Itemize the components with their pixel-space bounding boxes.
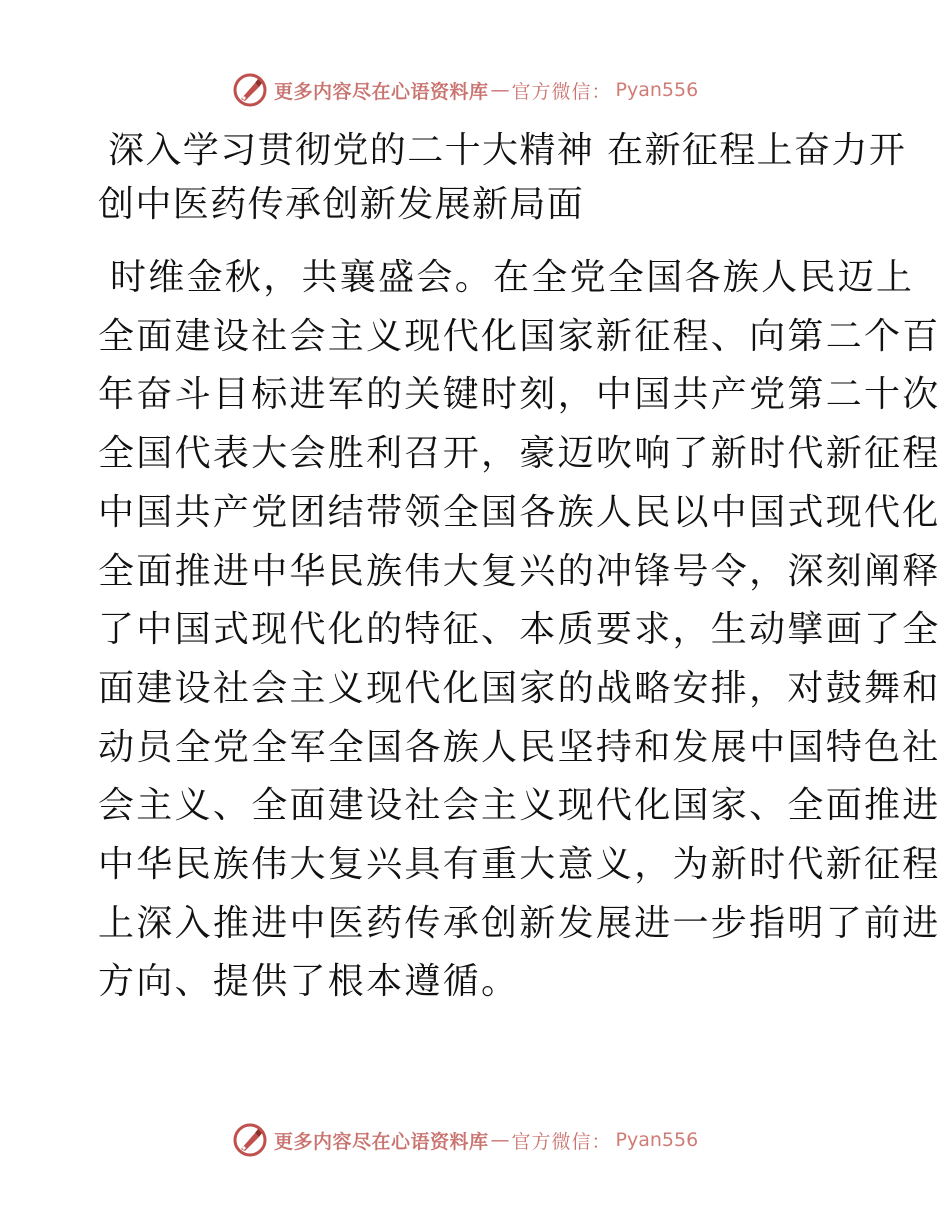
watermark-text: 更多内容尽在心语资料库: [274, 1130, 489, 1153]
watermark-wechat-id: Pyan556: [615, 79, 699, 101]
watermark-official-label: 官方微信：: [511, 1130, 612, 1153]
body-line: 会主义、全面建设社会主义现代化国家、全面推进: [98, 785, 941, 827]
title-line: 创中医药传承创新发展新局面: [98, 184, 585, 225]
body-line: 方向、提供了根本遵循。: [98, 961, 520, 1003]
body-line: 全国代表大会胜利召开，豪迈吹响了新时代新征程: [98, 433, 941, 475]
watermark-official-label: 官方微信：: [511, 80, 612, 103]
body-line: 上深入推进中医药传承创新发展进一步指明了前进: [98, 902, 941, 944]
watermark-wechat-id: Pyan556: [615, 1129, 699, 1151]
body-line: 动员全党全军全国各族人民坚持和发展中国特色社: [98, 726, 941, 768]
body-line: 中华民族伟大复兴具有重大意义，为新时代新征程: [98, 844, 941, 886]
body-line: 全面推进中华民族伟大复兴的冲锋号令，深刻阐释: [98, 550, 941, 592]
body-line: 全面建设社会主义现代化国家新征程、向第二个百: [98, 315, 941, 357]
title-line: 深入学习贯彻党的二十大精神 在新征程上奋力开: [108, 130, 907, 171]
body-line: 中国共产党团结带领全国各族人民以中国式现代化: [98, 491, 941, 533]
pen-logo-icon: [232, 1122, 268, 1158]
footer-watermark: [232, 1120, 698, 1160]
body-line: 面建设社会主义现代化国家的战略安排，对鼓舞和: [98, 667, 941, 709]
body-line: 了中国式现代化的特征、本质要求，生动擘画了全: [98, 609, 941, 651]
document-title: [98, 124, 907, 232]
watermark-separator: —: [490, 1129, 510, 1151]
body-paragraph: [98, 249, 941, 1012]
watermark-separator: —: [490, 79, 510, 101]
body-line: 年奋斗目标进军的关键时刻，中国共产党第二十次: [98, 374, 941, 416]
header-watermark: [232, 70, 698, 110]
watermark-text: 更多内容尽在心语资料库: [274, 80, 489, 103]
pen-logo-icon: [232, 72, 268, 108]
body-line: 时维金秋，共襄盛会。在全党全国各族人民迈上: [110, 257, 915, 298]
